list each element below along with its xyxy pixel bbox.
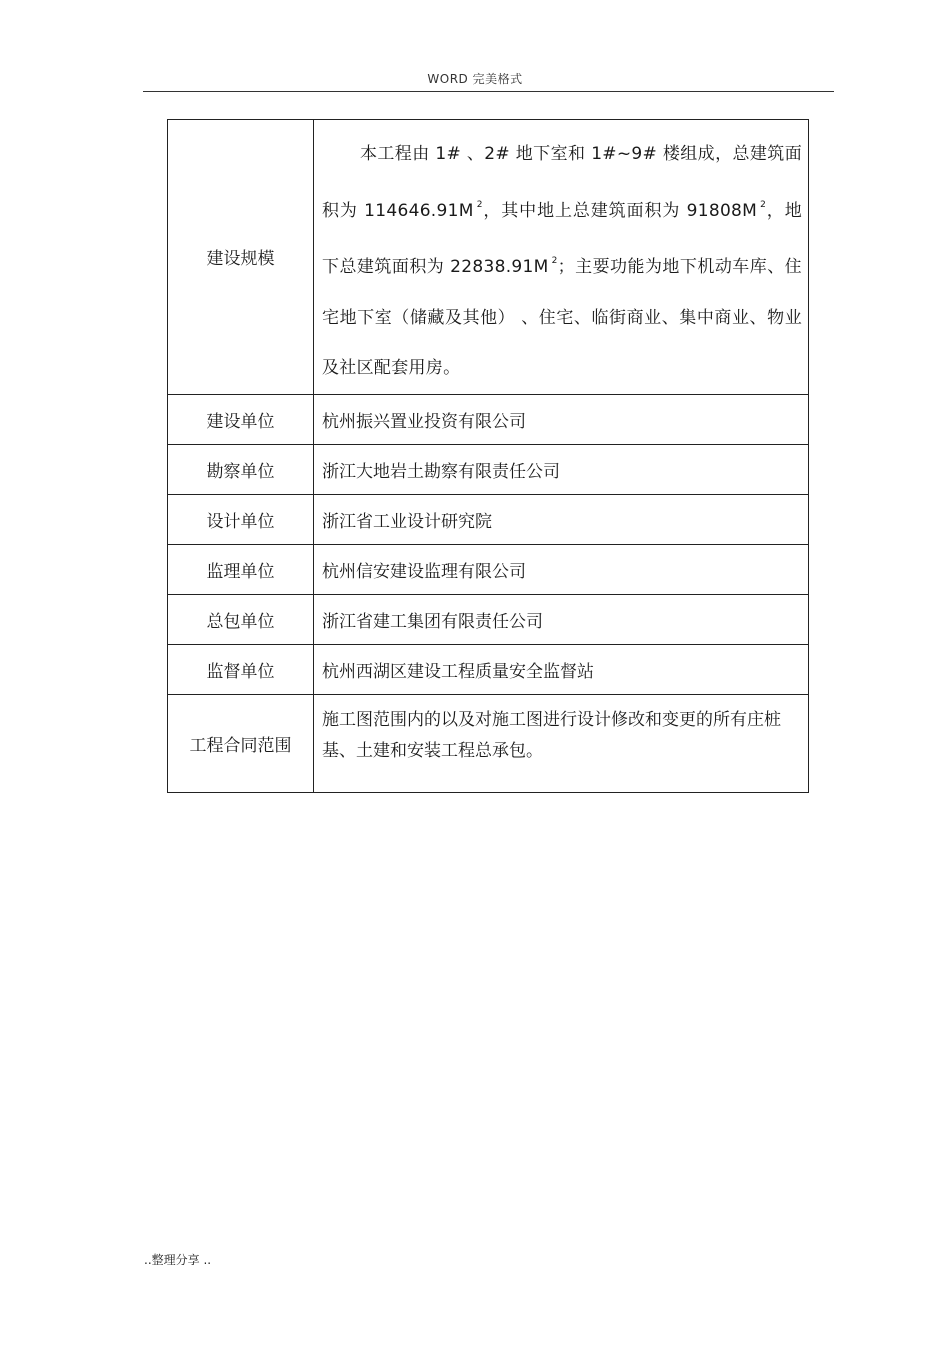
value-contract-scope [314, 694, 809, 792]
label-contractor: 总包单位 [168, 594, 314, 644]
label-oversight: 监督单位 [168, 644, 314, 694]
table-row-contract [168, 694, 809, 792]
value-survey: 浙江大地岩土勘察有限责任公司 [314, 444, 809, 494]
label-scale: 建设规模 [168, 120, 314, 395]
value-design: 浙江省工业设计研究院 [314, 494, 809, 544]
table-row [168, 494, 809, 544]
label-builder: 建设单位 [168, 394, 314, 444]
scale-description [322, 120, 802, 394]
scale-sup1: 2 [476, 199, 483, 210]
project-info-table [167, 119, 809, 793]
scale-sup2: 2 [760, 199, 767, 210]
scale-sup3: 2 [551, 256, 558, 266]
value-builder: 杭州振兴置业投资有限公司 [314, 394, 809, 444]
page-header-title: WORD 完美格式 [427, 72, 523, 86]
table-row [168, 444, 809, 494]
scale-text-part1: 本工程由 1# 、2# 地下室和 1#~9# 楼组成，总建筑面积为 114646.91M [322, 144, 802, 221]
scale-text-part4: ；主要功能为地下机动车库、住宅地下室（储藏及其他） 、住宅、临街商业、集中商业、物业及社区配套用房。 [322, 257, 802, 378]
value-scale [314, 120, 809, 395]
scale-text-part2: ，其中地上总建筑面积为 91808M [482, 200, 758, 221]
header-divider [143, 91, 834, 92]
contract-description: 施工图范围内的以及对施工图进行设计修改和变更的所有庄桩基、土建和安装工程总承包。 [322, 709, 781, 761]
table-row-scale [168, 120, 809, 395]
label-design: 设计单位 [168, 494, 314, 544]
table-row [168, 594, 809, 644]
page-footer: ..整理分享 .. [144, 1253, 212, 1267]
value-oversight: 杭州西湖区建设工程质量安全监督站 [314, 644, 809, 694]
label-supervision: 监理单位 [168, 544, 314, 594]
value-supervision: 杭州信安建设监理有限公司 [314, 544, 809, 594]
scale-text-part3: ，地下总建筑面积为 22838.91M [322, 200, 802, 277]
label-contract-scope: 工程合同范围 [168, 694, 314, 792]
label-survey: 勘察单位 [168, 444, 314, 494]
value-contractor: 浙江省建工集团有限责任公司 [314, 594, 809, 644]
table-row [168, 394, 809, 444]
table-row [168, 544, 809, 594]
table-row [168, 644, 809, 694]
